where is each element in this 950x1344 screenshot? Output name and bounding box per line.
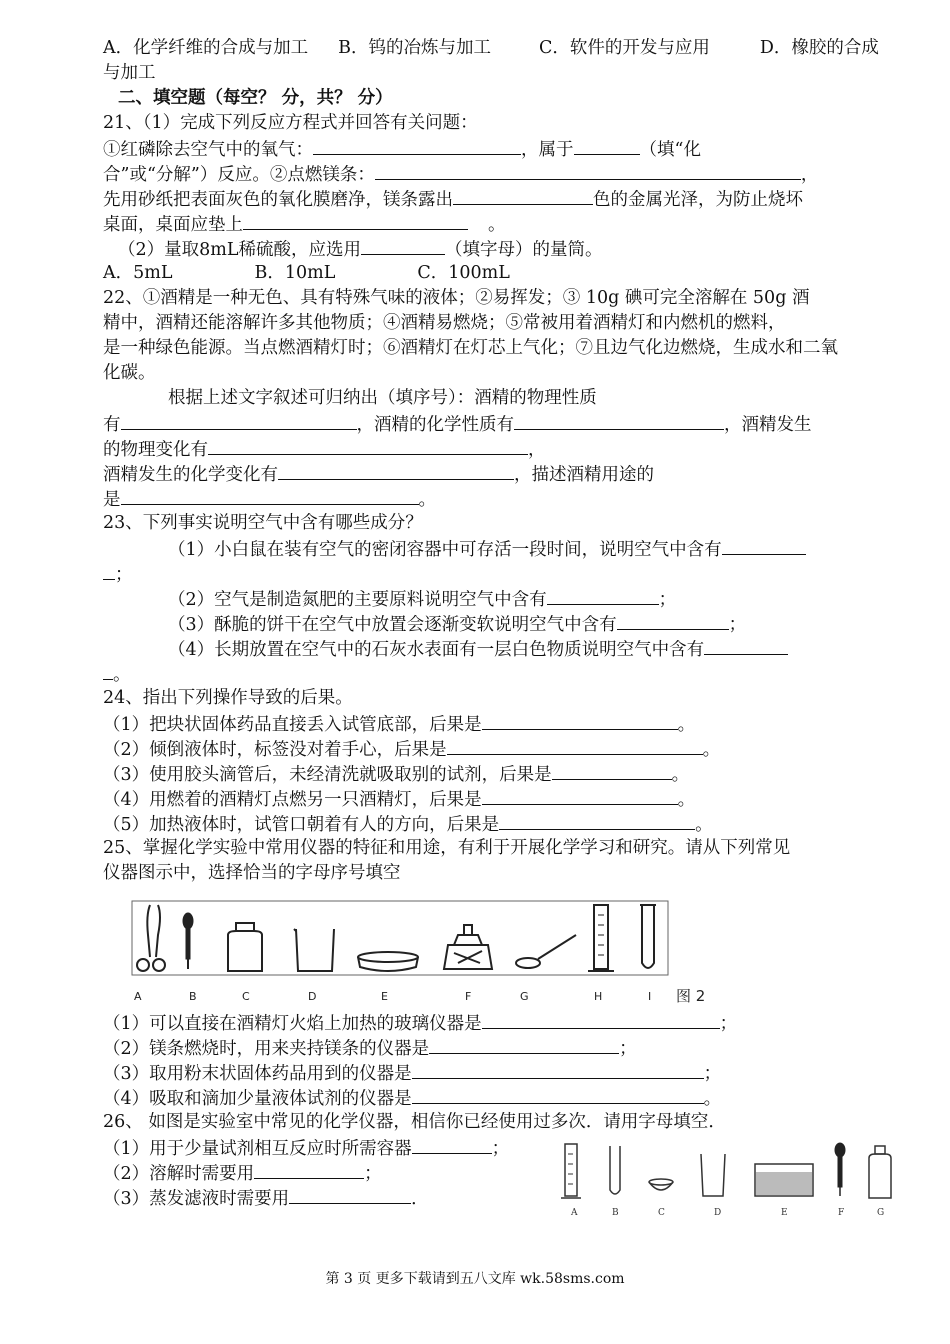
q21-line4: 先用砂纸把表面灰色的氧化膜磨净，镁条露出 色的金属光泽，为防止烧坏 — [103, 186, 803, 212]
q26-label-e: E — [781, 1208, 788, 1218]
q26-line1: 26、 如图是实验室中常见的化学仪器，相信你已经使用过多次．请用字母填空． — [103, 1112, 726, 1132]
q21-line1: 21、（1）完成下列反应方程式并回答有关问题： — [103, 113, 478, 133]
q23-line5: （3）酥脆的饼干在空气中放置会逐渐变软说明空气中含有 ； — [168, 611, 746, 637]
q22-line9: 是 。 — [103, 486, 436, 512]
q25-answer4: （4）吸取和滴加少量液体试剂的仪器是 。 — [103, 1085, 721, 1111]
fig-label-b: B — [189, 990, 197, 1003]
fig-label-g: G — [520, 990, 529, 1003]
q20-option-d-cont: 与加工 — [103, 63, 156, 83]
q26-label-f: F — [838, 1208, 845, 1218]
reagent-bottle-icon — [869, 1146, 891, 1198]
q20-options-line — [103, 36, 879, 60]
q26-answer3: （3）蒸发滤液时需要用 ． — [103, 1185, 429, 1211]
evaporating-dish-icon — [358, 952, 418, 971]
page-footer: 第 3 页 更多下载请到五八文库 wk.58sms.com — [325, 1271, 625, 1287]
q26-label-a: A — [571, 1208, 578, 1218]
q25-answer1: （1）可以直接在酒精灯火焰上加热的玻璃仪器是 ； — [103, 1010, 737, 1036]
q22-line7: 的物理变化有 ， — [103, 436, 546, 462]
q24-item3: （3）使用胶头滴管后，未经清洗就吸取别的试剂，后果是 。 — [103, 761, 689, 787]
fig-label-e: E — [381, 990, 388, 1003]
q22-line5: 根据上述文字叙述可归纳出（填序号）：酒精的物理性质 — [168, 388, 597, 408]
graduated-cylinder-icon — [561, 1144, 581, 1198]
fig-label-h: H — [594, 990, 603, 1003]
fig-label-d: D — [308, 990, 317, 1003]
crucible-tongs-icon — [137, 905, 165, 971]
q20-option-d: D．橡胶的合成 — [759, 38, 879, 58]
evaporating-dish-icon — [649, 1179, 673, 1190]
q21-line6: （2）量取8mL稀硫酸，应选用 （填字母）的量筒。 — [118, 236, 602, 262]
medicine-spoon-icon — [516, 935, 576, 968]
q24-line0: 24、指出下列操作导致的后果。 — [103, 688, 353, 708]
q20-option-a: A．化学纤维的合成与加工 — [103, 38, 309, 58]
dropper-icon — [183, 913, 193, 969]
beaker-icon — [294, 929, 334, 971]
q22-line3: 是一种绿色能源。当点燃酒精灯时；⑥酒精灯在灯芯上气化；⑦且边气化边燃烧，生成水和二氧 — [103, 338, 838, 358]
q25-answer2: （2）镁条燃烧时，用来夹持镁条的仪器是 ； — [103, 1035, 637, 1061]
q23-line6: （4）长期放置在空气中的石灰水表面有一层白色物质说明空气中含有 — [168, 636, 788, 662]
q23-line1: 23、下列事实说明空气中含有哪些成分？ — [103, 513, 423, 533]
q26-answer1: （1）用于少量试剂相互反应时所需容器 ； — [103, 1135, 509, 1161]
q22-line1: 22、①酒精是一种无色、具有特殊气味的液体；②易挥发；③ 10g 碘可完全溶解在 50g 酒 — [103, 288, 810, 308]
q26-label-b: B — [612, 1208, 619, 1218]
q22-line4: 化碳。 — [103, 363, 156, 383]
fig-label-a: A — [134, 990, 142, 1003]
q22-line6: 有 ，酒精的化学性质有 ，酒精发生 — [103, 411, 812, 437]
q21-options: A．5mL B．10mL C．100mL — [103, 263, 510, 283]
q24-item4: （4）用燃着的酒精灯点燃另一只酒精灯，后果是 。 — [103, 786, 695, 812]
q23-line3: ； — [103, 561, 133, 587]
q26-label-d: D — [714, 1208, 722, 1218]
q24-item2: （2）倾倒液体时，标签没对着手心，后果是 。 — [103, 736, 720, 762]
q21-line3: 合”或“分解”）反应。②点燃镁条： ， — [103, 161, 818, 187]
q20-option-b: B．钨的冶炼与加工 — [338, 38, 492, 58]
water-trough-icon — [755, 1164, 813, 1196]
q20-option-c: C．软件的开发与应用 — [539, 38, 710, 58]
q23-line4: （2）空气是制造氮肥的主要原料说明空气中含有 ； — [168, 586, 676, 612]
section-heading: 二、填空题（每空？ 分，共？ 分） — [118, 88, 393, 108]
q25-answer3: （3）取用粉末状固体药品用到的仪器是 ； — [103, 1060, 721, 1086]
q24-item5: （5）加热液体时，试管口朝着有人的方向，后果是 。 — [103, 811, 713, 837]
q25-line2: 仪器图示中，选择恰当的字母序号填空 — [103, 863, 401, 883]
q26-label-g: G — [877, 1208, 885, 1218]
beaker-icon — [701, 1154, 725, 1196]
fig-label-f: F — [465, 990, 472, 1003]
fig-label-c: C — [242, 990, 250, 1003]
q22-line8: 酒精发生的化学变化有 ，描述酒精用途的 — [103, 461, 654, 487]
test-tube-icon — [610, 1146, 620, 1194]
q26-answer2: （2）溶解时需要用 ； — [103, 1160, 382, 1186]
q21-line5: 桌面，桌面应垫上 。 — [103, 211, 506, 237]
alcohol-lamp-icon — [444, 925, 492, 969]
q26-label-c: C — [658, 1208, 665, 1218]
q23-line2: （1）小白鼠在装有空气的密闭容器中可存活一段时间，说明空气中含有 — [168, 536, 806, 562]
q25-line1: 25、掌握化学实验中常用仪器的特征和用途，有利于开展化学学习和研究。请从下列常见 — [103, 838, 791, 858]
graduated-cylinder-icon — [588, 905, 614, 971]
q23-line7: 。 — [103, 661, 131, 687]
dropper-icon — [835, 1143, 845, 1196]
q22-line2: 精中，酒精还能溶解许多其他物质；④酒精易燃烧；⑤常被用着酒精灯和内燃机的燃料， — [103, 313, 786, 333]
wide-mouth-bottle-icon — [228, 923, 262, 971]
test-tube-icon — [640, 905, 656, 968]
figure-caption: 图 2 — [676, 987, 706, 1005]
q24-item1: （1）把块状固体药品直接丢入试管底部，后果是 。 — [103, 711, 695, 737]
q26-instruments-figure — [555, 1140, 905, 1202]
fig-label-i: I — [648, 990, 652, 1003]
q25-instruments-figure — [128, 895, 673, 980]
q21-line2: ①红磷除去空气中的氧气： ，属于 （填“化 — [103, 136, 701, 162]
